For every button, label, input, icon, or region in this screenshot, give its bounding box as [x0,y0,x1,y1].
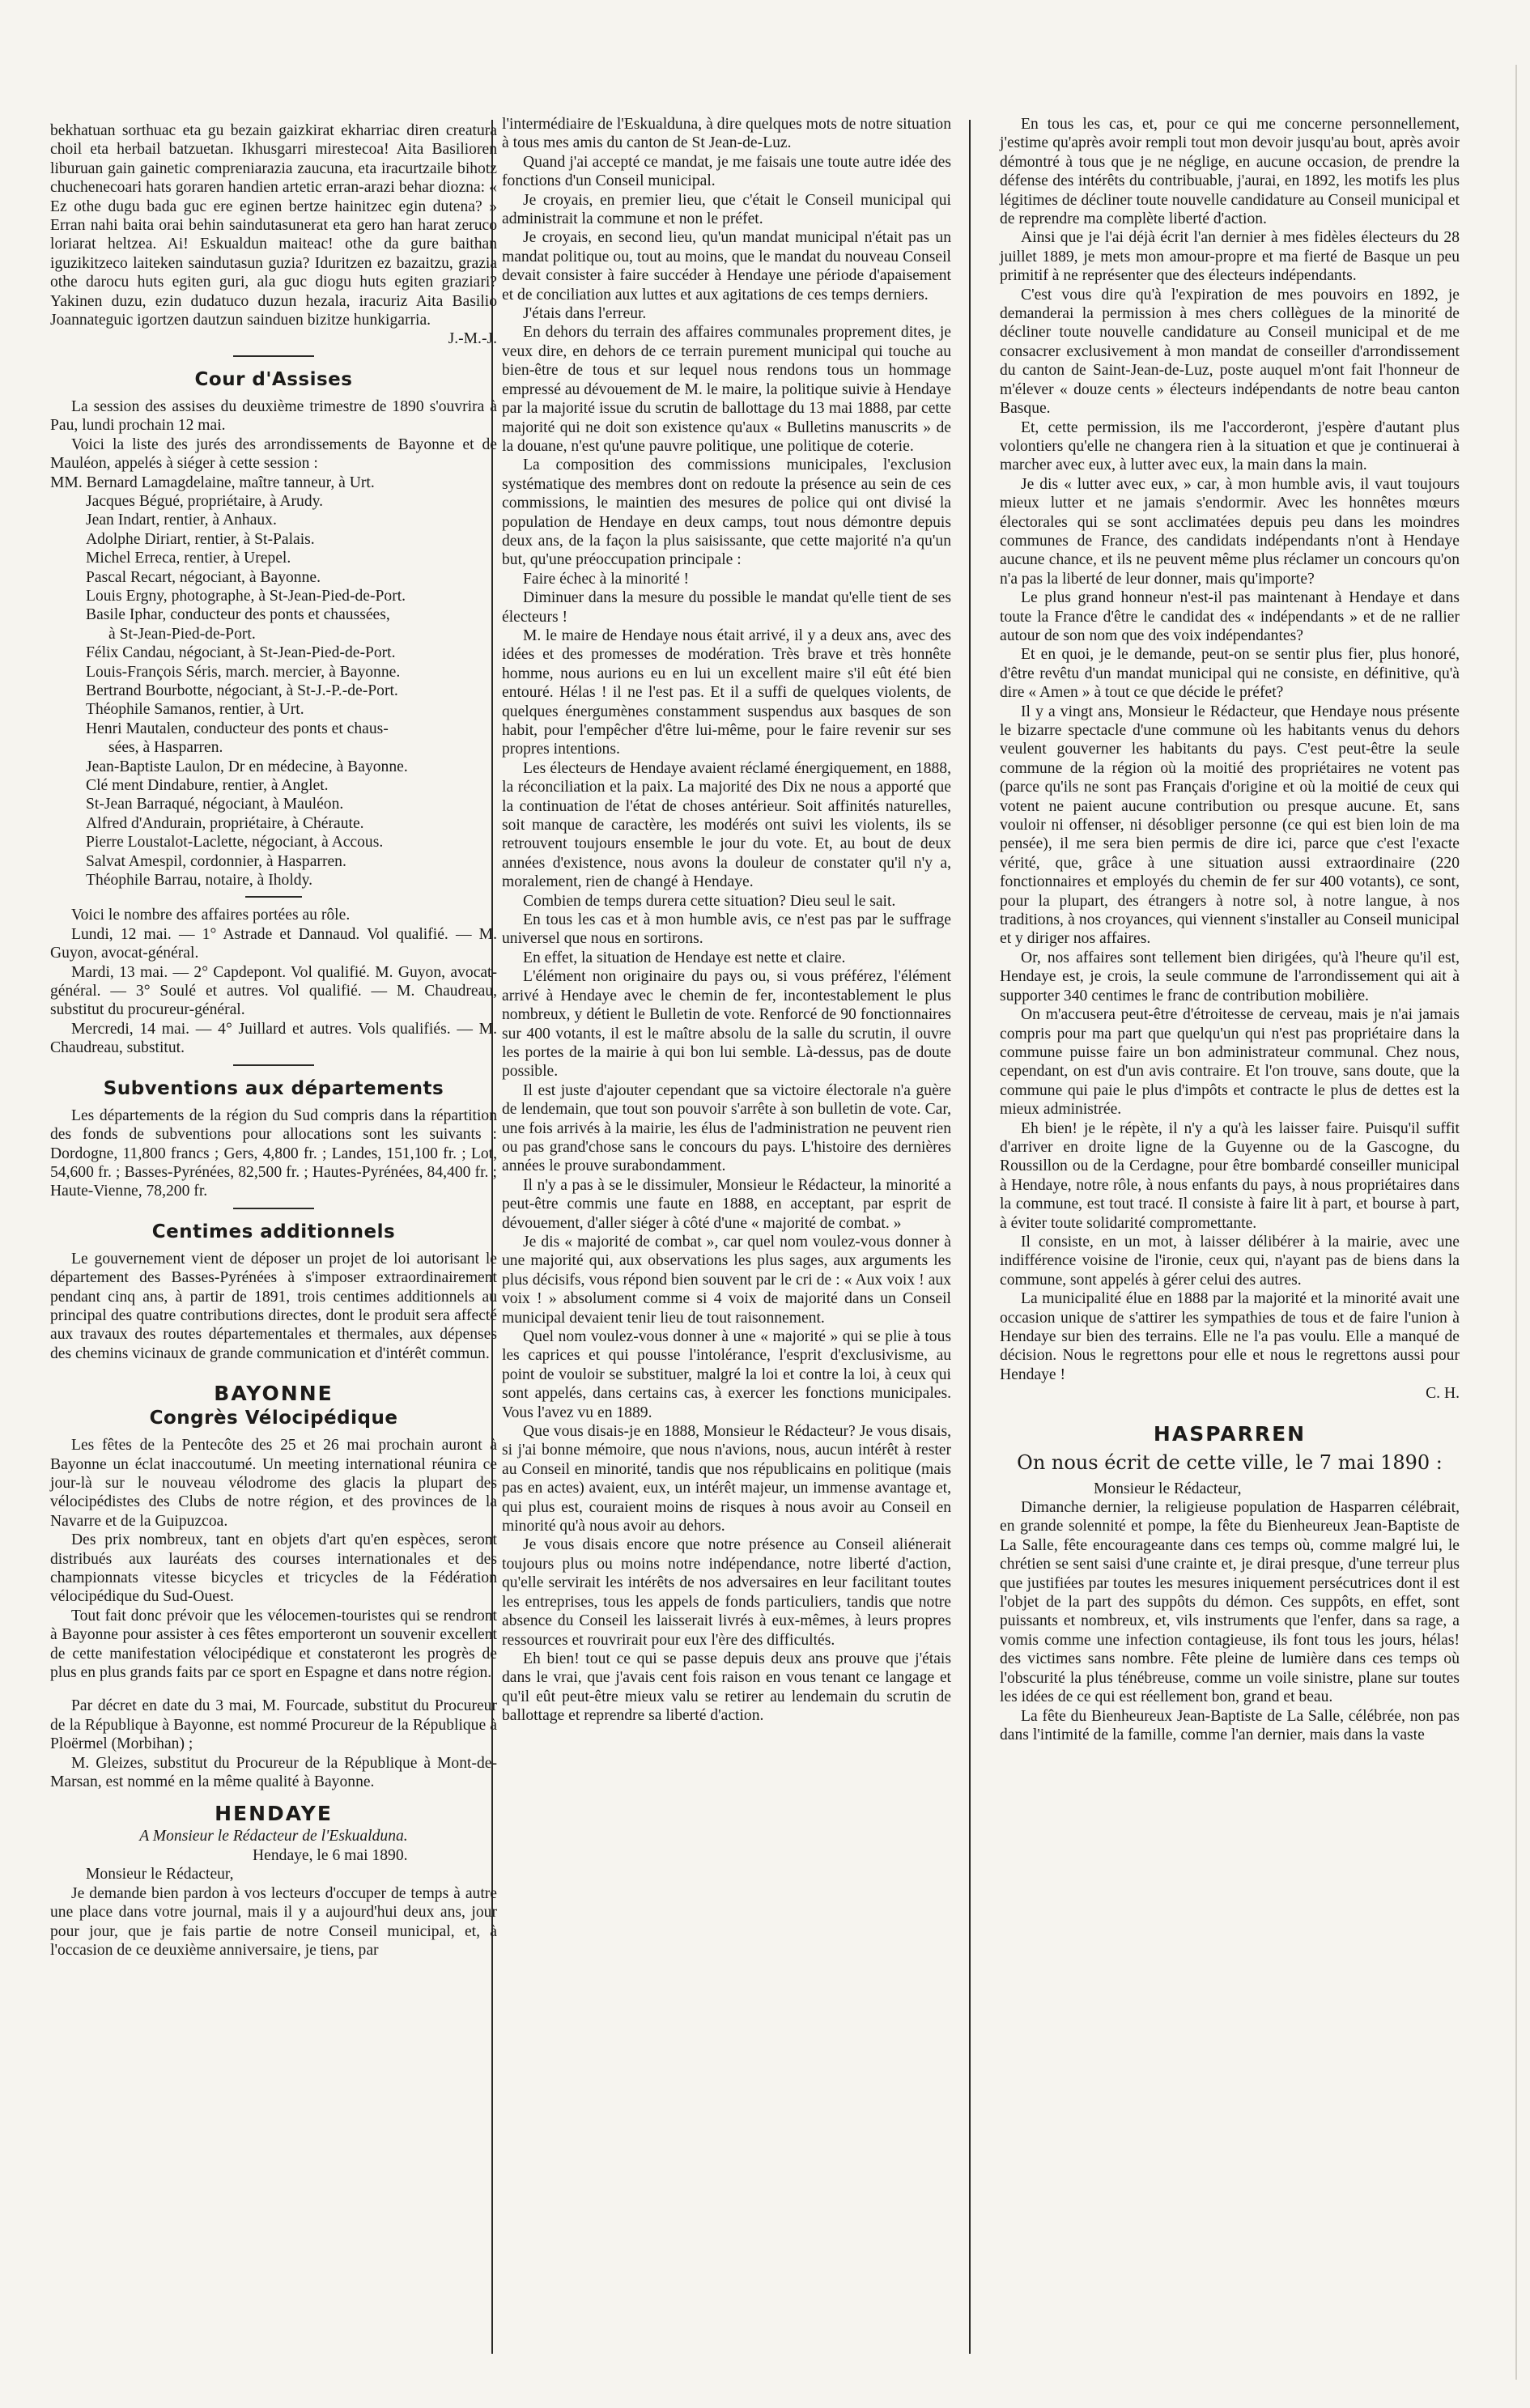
signature: C. H. [1426,1385,1460,1403]
letter-salutation: Monsieur le Rédacteur, [1094,1480,1242,1497]
list-item: Michel Erreca, rentier, à Urepel. [86,550,291,567]
section-title-hendaye: HENDAYE [215,1802,333,1826]
paragraph: La session des assises du deuxième trimestre de 1890 s'ouvrira à Pau, lundi prochain 12 mai. [50,397,497,435]
list-item: Jacques Bégué, propriétaire, à Arudy. [86,492,324,510]
paragraph: Je vous disais encore que notre présence au Conseil aliénerait toujours plus ou moins notre indépendance, notre liberté d'action, qu'elle servirait les intérêts de nos adversaires en leur facilitant toutes les entreprises, tous les appels de fonds particuliers, tandis que notre absence du Conseil les laisserait livrés à eux-mêmes, à leurs propres ressources et rouvrirait pour eux l'ère des difficultés. [502,1536,951,1649]
list-item: Basile Iphar, conducteur des ponts et chaussées, [86,606,390,624]
paragraph: Le gouvernement vient de déposer un projet de loi autorisant le département des Basses-Pyrénées à s'imposer extraordinairement pendant cinq ans, à partir de 1891, trois centimes additionnels au principal des quatre contributions directes, dont le produit sera affecté aux travaux des routes départementales et thermales, aux dépenses des chemins vicinaux de grande communication et d'intérêt commun. [50,1250,497,1362]
paragraph: l'intermédiaire de l'Eskualduna, à dire quelques mots de notre situation à tous mes amis du canton de St Jean-de-Luz. [502,116,951,152]
paragraph: C'est vous dire qu'à l'expiration de mes pouvoirs en 1892, je demanderai la permission à mes chers collègues de la minorité de décliner toute nouvelle candidature au Conseil municipal et de me consacrer exclusivement à mon mandat de conseiller d'arrondissement du canton de Saint-Jean-de-Luz, poste auquel m'ont fait l'honneur de m'élever « douze cents » électeurs indépendants de notre beau canton Basque. [1000,286,1460,418]
paragraph: L'élément non originaire du pays ou, si vous préférez, l'élément arrivé à Hendaye avec le chemin de fer, incontestablement le plus nombreux, y détient le Bulletin de vote. Renforcé de 90 fonctionnaires sur 400 votants, il est le maître absolu de la salle du scrutin, il ouvre les portes de la mairie à qui bon lui semble. Là-dessus, pas de doute possible. [502,968,951,1081]
paragraph: Mardi, 13 mai. — 2° Capdepont. Vol qualifié. M. Guyon, avocat-général. — 3° Soulé et autres. Vol qualifié. — M. Chaudreau, substitut du procureur-général. [50,963,497,1019]
paragraph: Par décret en date du 3 mai, M. Fourcade, substitut du Procureur de la République à Bayonne, est nommé Procureur de la République à Ploërmel (Morbihan) ; [50,1697,497,1753]
paragraph: La municipalité élue en 1888 par la majorité et la minorité avait une occasion unique de s'attirer les sympathies de tous et de faire l'union à Hendaye sur bien des terrains. Elle ne l'a pas voulu. Elle a manqué de décision. Nous le regrettons pour elle et nous le regrettons aussi pour Hendaye ! [1000,1290,1460,1383]
paragraph: Faire échec à la minorité ! [523,570,690,588]
list-item: à St-Jean-Pied-de-Port. [108,625,256,643]
paragraph: Or, nos affaires sont tellement bien dirigées, qu'à l'heure qu'il est, Hendaye est, je crois, la seule commune de l'arrondissement qui ait à supporter 340 centimes le franc de contribution mobilière. [1000,949,1460,1004]
list-item: Jean-Baptiste Laulon, Dr en médecine, à Bayonne. [86,758,408,775]
paragraph: En tous les cas, et, pour ce qui me concerne personnellement, j'estime qu'après avoir rempli tout mon devoir jusqu'au bout, après avoir démontré à tous que je ne néglige, en aucune occasion, de prendre la défense des intérêts du contribuable, j'aurai, en 1892, les motifs les plus légitimes de décliner toute nouvelle candidature au Conseil municipal et de reprendre ma complète liberté d'action. [1000,116,1460,228]
list-item: sées, à Hasparren. [108,739,223,757]
letter-address: A Monsieur le Rédacteur de l'Eskualduna. [139,1828,408,1845]
column-rule [969,120,971,2354]
list-item: Félix Candau, négociant, à St-Jean-Pied-de-Port. [86,644,396,662]
paragraph: J'étais dans l'erreur. [523,305,647,323]
page-edge-shadow [1515,65,1517,2380]
paragraph: En tous les cas et à mon humble avis, ce n'est pas par le suffrage universel que nous en sortirons. [502,911,951,948]
paragraph: Et en quoi, je le demande, peut-on se sentir plus fier, plus honoré, d'être revêtu d'un mandat municipal qui ne consiste, en définitive, qu'à dire « Amen » à tout ce que décide le préfet? [1000,646,1460,702]
paragraph: Combien de temps durera cette situation? Dieu seul le sait. [523,892,896,910]
list-item: Bertrand Bourbotte, négociant, à St-J.-P.-de-Port. [86,682,398,699]
paragraph: Et, cette permission, ils me l'accorderont, j'espère d'autant plus volontiers qu'elle ne changera rien à la situation et que je continuerai à marcher avec eux, à lutter avec eux, la main dans la main. [1000,418,1460,474]
paragraph: Il est juste d'ajouter cependant que sa victoire électorale n'a guère de lendemain, que tout son pouvoir s'arrête à son bulletin de vote. Car, une fois arrivés à la mairie, les élus de l'administration ne peuvent rien ou pas grand'chose sans le concours du pays. L'histoire des dernières années le prouve surabondamment. [502,1081,951,1175]
paragraph: Le plus grand honneur n'est-il pas maintenant à Hendaye et dans toute la France d'être le candidat des « indépendants » et de ne rallier autour de son nom que des voix indépendantes? [1000,589,1460,644]
list-item: MM. Bernard Lamagdelaine, maître tanneur, à Urt. [50,474,375,491]
paragraph: Lundi, 12 mai. — 1° Astrade et Dannaud. Vol qualifié. — M. Guyon, avocat-général. [50,925,497,962]
list-item: Henri Mautalen, conducteur des ponts et chaus- [86,720,389,737]
list-item: Salvat Amespil, cordonnier, à Hasparren. [86,852,346,870]
paragraph: Quel nom voulez-vous donner à une « majorité » qui se plie à tous les caprices et qui pousse l'intolérance, l'esprit d'exclusivisme, au point de vouloir se substituer, malgré la loi et contre la loi, à ceux qui sont appelés, dans certains cas, à exercer les fonctions municipales. Vous l'avez vu en 1889. [502,1328,951,1421]
paragraph: Que vous disais-je en 1888, Monsieur le Rédacteur? Je vous disais, si j'ai bonne mémoire, que nous n'avions, nous, aucun intérêt à rester au Conseil en minorité, tandis que nos républicains en politique (mais pas en actes) avaient, eux, un intérêt majeur, un immense avantage et, qui plus est, couraient moins de risques à nous avoir au Conseil en minorité qu'à nous avoir au dehors. [502,1423,951,1535]
list-item: Adolphe Diriart, rentier, à St-Palais. [86,530,315,548]
basque-text: bekhatuan sorthuac eta gu bezain gaizkirat ekharriac diren creatura choil eta herbail batzuetan. Ikhusgarri mirestecoa! Aita Basilioren liburuan gain gainetic compreniarazia zaucuna, eta iracurtzaile bihotz chuchenecoari hats goraren handien artetic erran-arazi behar diozna: « Ez othe dugu bada guc ere eginen bertze hainitzec egin dutena? » Erran nahi baita orai behin saindutasunerat eta gero han harat zeruco loriarat heltzea. Ai! Eskualdun maiteac! othe da gure baithan iguzikitzeco laiteken saindutasun guzia? Iduritzen ez bazaitzu, grazia othe darocu huts egiten guri, ala guc diogu huts egiten graziari? Yakinen duzu, ezin dudatuco duzun hezala, iracuriz Aita Basilio Joannateguic igortzen dautzun sainduen bizitze hunkigarria. [50,122,497,329]
separator [233,355,314,357]
section-title-centimes: Centimes additionnels [151,1221,396,1242]
paragraph: Les départements de la région du Sud compris dans la répartition des fonds de subventions pour allocations sont les suivants : Dordogne, 11,800 francs ; Gers, 4,800 fr. ; Landes, 151,100 fr. ; Lot, 54,600 fr. ; Basses-Pyrénées, 82,500 fr. ; Hautes-Pyrénées, 84,400 fr. ; Haute-Vienne, 78,200 fr. [50,1106,497,1200]
separator [233,1064,314,1066]
section-title-bayonne: BAYONNE [214,1382,334,1406]
paragraph: La composition des commissions municipales, l'exclusion systématique des membres dont on redoute la présence au sein de ces commissions, le maintien des mesures de police qui ont divisé la population de Hendaye en deux camps, tout nous démontre depuis deux ans, de la façon la plus saisissante, que cette majorité n'a qu'un but, qu'une préoccupation principale : [502,457,951,569]
paragraph: Eh bien! tout ce qui se passe depuis deux ans prouve que j'étais dans le vrai, que j'avais cent fois raison en vous tenant ce langage et qu'il eût peut-être mieux valu se retirer au lendemain du scrutin de ballottage et reprendre sa liberté d'action. [502,1650,951,1725]
list-item: St-Jean Barraqué, négociant, à Mauléon. [86,796,344,813]
list-item: Clé ment Dindabure, rentier, à Anglet. [86,777,329,794]
paragraph: On m'accusera peut-être d'étroitesse de cerveau, mais je n'ai jamais compris pour ma part que quelqu'un qui n'est pas propriétaire dans la commune puisse faire un bon administrateur communal. Chez nous, cependant, on est d'un avis contraire. Et l'on trouve, sans doute, que la commune qui paie le plus d'impôts et contracte le plus de dettes est la mieux administrée. [1000,1006,1460,1119]
paragraph: Dimanche dernier, la religieuse population de Hasparren célébrait, en grande solennité et pompe, la fête du Bienheureux Jean-Baptiste de La Salle, fête encourageante dans ces temps où, comme malgré lui, le chrétien se sent saisi d'une crainte et, je dirai presque, d'une terreur plus que justifiées par toutes les mesures iniquement persécutrices dont il est l'objet de la part des suppôts du démon. Ces suppôts, en effet, sont puissants et nombreux, et, vils instruments que l'enfer, dans sa rage, a vomis comme une infection contagieuse, ils font tous les jours, hélas! des victimes sans nombre. Fête pleine de lumière dans ces temps où l'obscurité la plus ténébreuse, comme un voile sinistre, plane sur toutes les idées de ce qui est réellement bon, grand et beau. [1000,1499,1460,1706]
paragraph: Tout fait donc prévoir que les vélocemen-touristes qui se rendront à Bayonne pour assister à ces fêtes emporteront un souvenir excellent de cette manifestation vélocipédique et constateront les progrès de plus en plus grands faits par ce sport en Espagne et dans notre région. [50,1607,497,1682]
paragraph: Eh bien! je le répète, il n'y a qu'à les laisser faire. Puisqu'il suffit d'arriver en droite ligne de la Guyenne ou de la Gascogne, du Roussillon ou de la Cerdagne, pour être bombardé conseiller municipal à Hendaye, notre rôle, à nous enfants du pays, à nous propriétaires dans la commune, est tout tracé. Il consiste à faire lit à part, et bourse à part, à éviter toute solidarité compromettante. [1000,1119,1460,1232]
paragraph: Diminuer dans la mesure du possible le mandat qu'elle tient de ses électeurs ! [502,589,951,626]
paragraph: Je croyais, en premier lieu, que c'était le Conseil municipal qui administrait la commune et non le préfet. [502,191,951,228]
paragraph: Il y a vingt ans, Monsieur le Rédacteur, que Hendaye nous présente le bizarre spectacle d'une commune où les habitants venus du dehors veulent gouverner les habitants du pays. C'est peut-être la seule commune de la région où la moitié des propriétaires ne votent pas (parce qu'ils ne sont pas Français d'origine et où la moitié de ceux qui votent ne paient aucune contribution ou presque aucune. Et, sans vouloir ni offenser, ni désobliger personne (ce qui est bien loin de ma pensée), il me sera bien permis de dire ici, parce que c'est l'exacte vérité, que, grâce à une situation aussi extraordinaire (220 fonctionnaires et employés du chemin de fer sur 400 votants), ce sont, pour la plupart, des étrangers à notre sol, à notre langue, à nos traditions, à nos croyances, qui viennent s'installer au Conseil municipal et y diriger nos affaires. [1000,703,1460,948]
list-item: Jean Indart, rentier, à Anhaux. [86,512,277,529]
paragraph: Des prix nombreux, tant en objets d'art qu'en espèces, seront distribués aux lauréats des courses internationales et des championnats vitesse bicycles et tricycles de la Fédération vélocipédique du Sud-Ouest. [50,1531,497,1606]
paragraph: Je dis « majorité de combat », car quel nom voulez-vous donner à une majorité qui, aux observations les plus sages, aux arguments les plus décisifs, vous répond bien souvent par le cri de : « Aux voix ! aux voix ! » absolument comme si 4 voix de majorité dans un Conseil municipal devaient tenir lieu de tout raisonnement. [502,1233,951,1327]
paragraph: Voici la liste des jurés des arrondissements de Bayonne et de Mauléon, appelés à siéger à cette session : [50,435,497,473]
dateline: On nous écrit de cette ville, le 7 mai 1890 : [1017,1450,1443,1474]
paragraph: En dehors du terrain des affaires communales proprement dites, je veux dire, en dehors de ce terrain purement municipal qui touche au bien-être de tous et sur lequel nous rendons tous un hommage empressé au dévouement de M. le maire, la politique suivie à Hendaye par la majorité issue du scrutin de ballottage du 13 mai 1888, par cette majorité qui ne doit son existence qu'aux « Bulletins manuscrits » de la douane, n'est qu'une pauvre politique, une politique de coterie. [502,324,951,455]
list-item: Théophile Samanos, rentier, à Urt. [86,701,304,719]
paragraph: M. le maire de Hendaye nous était arrivé, il y a deux ans, avec des idées et des promesses de modération. Très brave et très honnête homme, nous aurions eu en lui un excellent maire s'il eût été bien entouré. Hélas ! il ne l'est pas. Et il a suffi de quelques violents, de quelques énergumènes constamment suspendus aux basques de son habit, pour l'empêcher d'être lui-même, pour le faire revenir sur ses propres intentions. [502,626,951,758]
separator [233,1208,314,1209]
paragraph: Voici le nombre des affaires portées au rôle. [71,907,351,924]
section-title-subventions: Subventions aux départements [103,1077,444,1099]
section-title-hasparren: HASPARREN [1153,1421,1307,1446]
paragraph: Ainsi que je l'ai déjà écrit l'an dernier à mes fidèles électeurs du 28 juillet 1889, je mets mon amour-propre et ma fierté de Basque un peu primitif à ne représenter que des électeurs indépendants. [1000,229,1460,285]
section-title-assises: Cour d'Assises [194,368,353,390]
paragraph: Je dis « lutter avec eux, » car, à mon humble avis, il vaut toujours mieux lutter et ne jamais s'endormir. Avec les honnêtes mœurs électorales qui se sont acclimatées depuis peu dans les moindres communes de France, des candidats indépendants n'ont à Hendaye aucune chance, et ils ne peuvent même plus réclamer un concours qu'on n'a pas la liberté de leur donner, mais qu'importe? [1000,475,1460,588]
jures-list [50,474,497,890]
separator [245,896,302,898]
paragraph: Les électeurs de Hendaye avaient réclamé énergiquement, en 1888, la réconciliation et la paix. La majorité des Dix ne nous a apporté que la continuation de l'état de choses antérieur. Soit affinités naturelles, soit manque de caractère, les modérés ont suivi les violents, ils se retrouvent toujours ensemble le jour du vote. Et, au bout de deux années d'existence, nous avons la douleur de constater qu'il n'y a, moralement, rien de changé à Hendaye. [502,759,951,891]
column-2 [502,115,951,1726]
paragraph: Il consiste, en un mot, à laisser délibérer à la mairie, avec une indifférence voisine de l'ironie, ceux qui, n'ayant pas de biens dans la commune, sont appelés à gérer celui des autres. [1000,1233,1460,1289]
paragraph: La fête du Bienheureux Jean-Baptiste de La Salle, célébrée, non pas dans l'intimité de la famille, comme l'an dernier, mais dans la vaste [1000,1707,1460,1743]
list-item: Louis-François Séris, march. mercier, à Bayonne. [86,663,401,681]
paragraph: Je croyais, en second lieu, qu'un mandat municipal n'était pas un mandat politique ou, tout au moins, que le mandat du nouveau Conseil devait consister à faire succéder à Hendaye une période d'apaisement et de conciliation aux luttes et aux agitations de ces temps derniers. [502,229,951,304]
list-item: Louis Ergny, photographe, à St-Jean-Pied-de-Port. [86,587,406,605]
letter-date: Hendaye, le 6 mai 1890. [253,1846,408,1864]
column-3 [1000,115,1460,1744]
column-1 [50,121,497,1960]
list-item: Alfred d'Andurain, propriétaire, à Chéraute. [86,814,364,832]
list-item: Théophile Barrau, notaire, à Iholdy. [86,872,313,890]
letter-salutation: Monsieur le Rédacteur, [86,1866,234,1884]
list-item: Pascal Recart, négociant, à Bayonne. [86,568,321,586]
subsection-title-congres: Congrès Vélocipédique [149,1408,398,1429]
paragraph: Les fêtes de la Pentecôte des 25 et 26 mai prochain auront à Bayonne un éclat inaccoutumé. Un meeting international réunira ce jour-là sur le nouveau vélodrome des glacis la plupart des vélocipédistes des Clubs de notre région, et des provinces de la Navarre et de la Guipuzcoa. [50,1437,497,1530]
paragraph: Mercredi, 14 mai. — 4° Juillard et autres. Vols qualifiés. — M. Chaudreau, substitut. [50,1020,497,1057]
paragraph: En effet, la situation de Hendaye est nette et claire. [523,949,846,966]
signature: J.-M.-J. [448,330,497,348]
paragraph: M. Gleizes, substitut du Procureur de la République à Mont-de-Marsan, est nommé en la même qualité à Bayonne. [50,1754,497,1791]
paragraph: Il n'y a pas à se le dissimuler, Monsieur le Rédacteur, la minorité a peut-être commis une faute en 1888, en acceptant, par esprit de dévouement, d'aller siéger à côté d'une « majorité de combat. » [502,1176,951,1232]
paragraph: Quand j'ai accepté ce mandat, je me faisais une toute autre idée des fonctions d'un Conseil municipal. [502,153,951,190]
paragraph: Je demande bien pardon à vos lecteurs d'occuper de temps à autre une place dans votre journal, mais il y a aujourd'hui deux ans, jour pour jour, que je fais partie de notre Conseil municipal, et, à l'occasion de ce deuxième anniversaire, je tiens, par [50,1884,497,1959]
list-item: Pierre Loustalot-Laclette, négociant, à Accous. [86,834,384,852]
